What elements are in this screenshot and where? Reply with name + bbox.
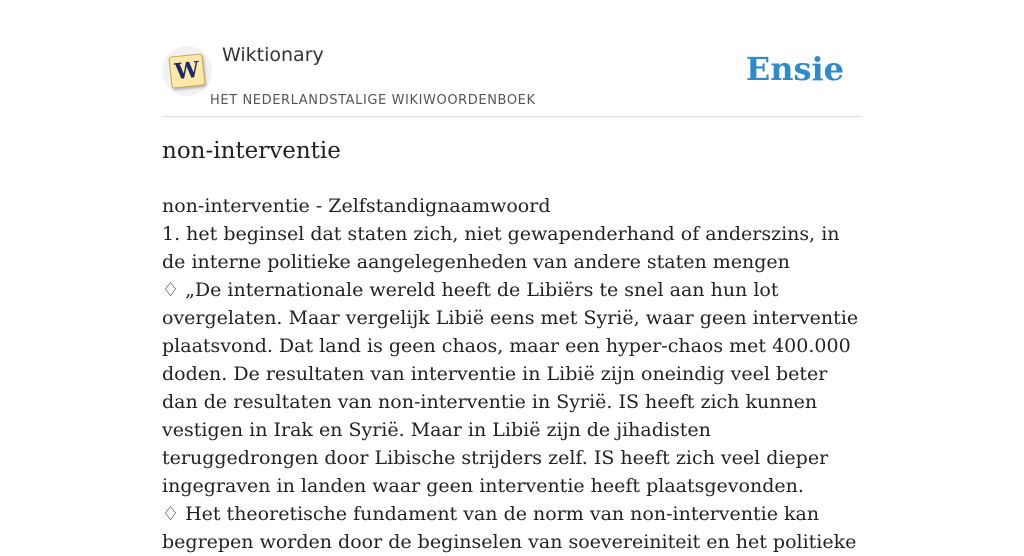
site-tagline: HET NEDERLANDSTALIGE WIKIWOORDENBOEK — [210, 93, 536, 108]
page-title: non-interventie — [162, 138, 341, 164]
example-quote: ♢ Het theoretische fundament van de norm van non-interventie kan begrepen worden door de beginselen van soevereiniteit en het politieke — [162, 503, 857, 553]
site-header — [162, 0, 862, 117]
entry-heading: non-interventie - Zelfstandignaamwoord — [162, 195, 551, 217]
logo-tile: W — [168, 53, 205, 88]
page — [162, 0, 862, 553]
site-name[interactable]: Wiktionary — [222, 44, 324, 66]
example-quote: ♢ „De internationale wereld heeft de Libiërs te snel aan hun lot overgelaten. Maar vergelijk Libië eens met Syrië, waar geen interventie plaatsvond. Dat land is geen chaos, maar een hyper-chaos met 400.000 doden. De resultaten van interventie in Libië zijn oneindig veel beter dan de resultaten van non-interventie in Syrië. IS heeft zich kunnen vestigen in Irak en Syrië. Maar in Libië zijn de jihadisten teruggedrongen door Libische strijders zelf. IS heeft zich veel dieper ingegraven in landen waar geen interventie heeft plaatsgevonden. — [162, 279, 859, 497]
definition: 1. het beginsel dat staten zich, niet gewapenderhand of anderszins, in de interne politieke aangelegenheden van andere staten mengen — [162, 223, 840, 273]
wiktionary-logo-icon[interactable] — [162, 46, 212, 96]
ensie-brand-logo[interactable]: Ensie — [745, 50, 844, 88]
entry-content — [162, 192, 862, 556]
